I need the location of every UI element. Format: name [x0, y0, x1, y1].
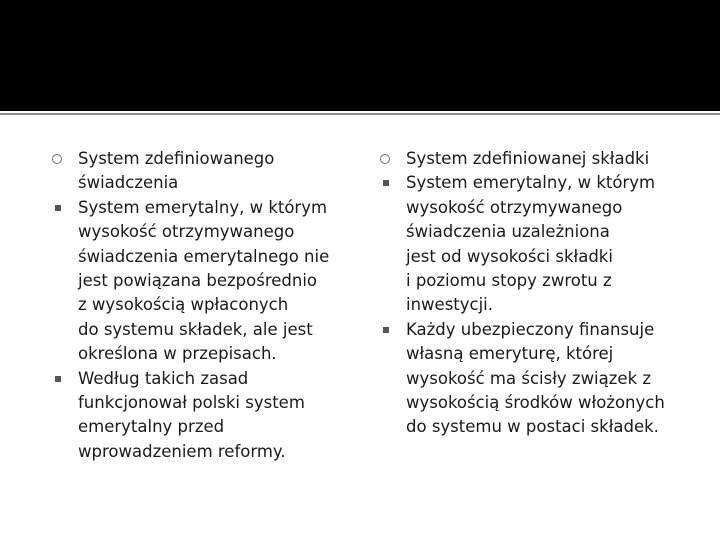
list-item-text: Według takich zasad funkcjonował polski system emerytalny przed wprowadzeniem reformy.: [78, 368, 305, 461]
ring-icon: [378, 147, 400, 171]
ring-icon: [50, 147, 72, 171]
square-bullet-icon: [378, 171, 400, 195]
divider-line: [0, 113, 720, 115]
list-item: [50, 196, 340, 367]
list-item-text: Każdy ubezpieczony finansuje własną emeryturę, której wysokość ma ścisły związek z wysokością środków włożonych do systemu w postaci składek.: [406, 319, 665, 437]
left-column: [50, 147, 340, 464]
list-item: [50, 147, 340, 196]
defined-contribution-heading: System zdefiniowanej składki: [406, 149, 650, 168]
list-item: [50, 367, 340, 465]
square-bullet-icon: [50, 196, 72, 220]
list-item: [378, 318, 688, 440]
square-bullet-icon: [50, 367, 72, 391]
list-item-text: System emerytalny, w którym wysokość otrzymywanego świadczenia uzależniona jest od wysokości składki i poziomu stopy zwrotu z inwestycji.: [406, 173, 656, 315]
defined-benefit-heading: System zdefiniowanego świadczenia: [78, 149, 275, 193]
title-band: [0, 0, 720, 111]
right-column: [378, 147, 688, 440]
square-bullet-icon: [378, 318, 400, 342]
list-item-text: System emerytalny, w którym wysokość otrzymywanego świadczenia emerytalnego nie jest powiązana bezpośrednio z wysokością wpłaconych do systemu składek, ale jest określona w przepisach.: [78, 197, 330, 364]
list-item: [378, 147, 688, 171]
list-item: [378, 171, 688, 317]
